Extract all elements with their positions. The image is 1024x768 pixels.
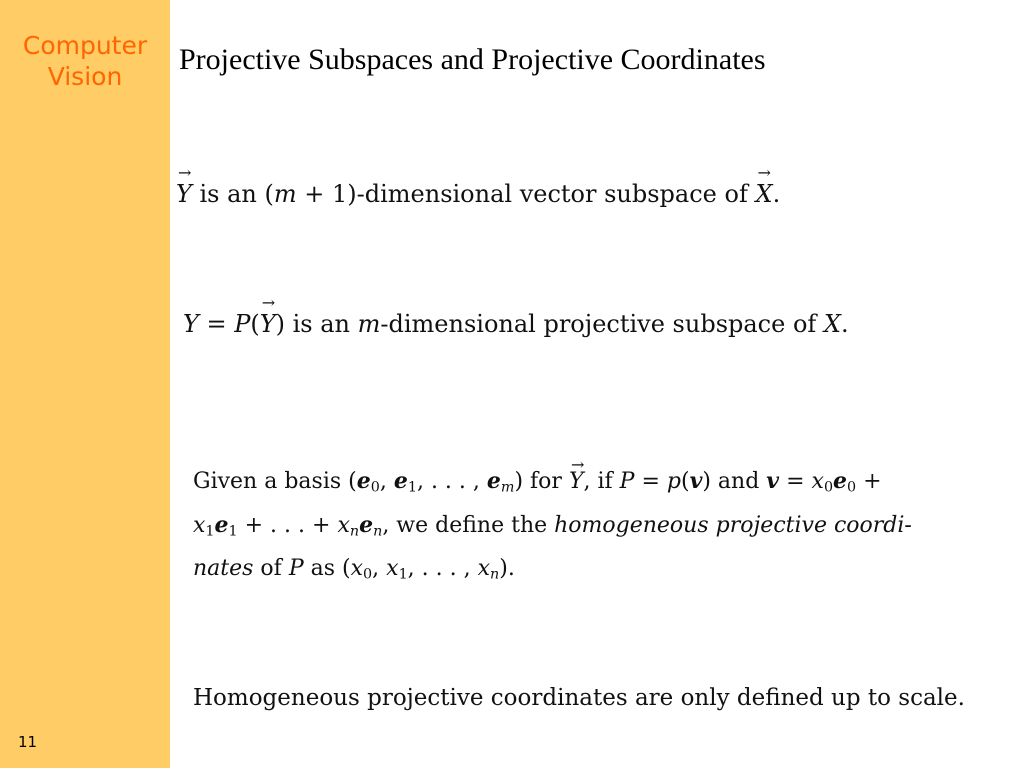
statement-vector-subspace: → Y is an (m + 1)-dimensional vector subspace of → X.	[176, 180, 780, 208]
sidebar	[0, 0, 170, 768]
course-title-line1: Computer	[22, 31, 148, 60]
definition-paragraph: Given a basis ($e_0$, $e_1$, . . . , $e_m$) for → Y, if P = p(v) and $v = x_0e_0$ + $x_1e_1$ + . . . + $x_ne_n$, we define the homogeneous projective coordi- nates of P as ($x_0$, $x_1$, . . . , $x_n$).	[193, 463, 1013, 594]
statement-projective-subspace: Y = P(→ Y) is an m-dimensional projective subspace of X.	[183, 310, 849, 338]
course-title-line2: Vision	[47, 62, 123, 91]
statement-scale: Homogeneous projective coordinates are only defined up to scale.	[193, 685, 965, 711]
slide-title: Projective Subspaces and Projective Coordinates	[179, 43, 766, 76]
slide-number: 11	[18, 733, 38, 751]
course-title	[6, 30, 164, 92]
